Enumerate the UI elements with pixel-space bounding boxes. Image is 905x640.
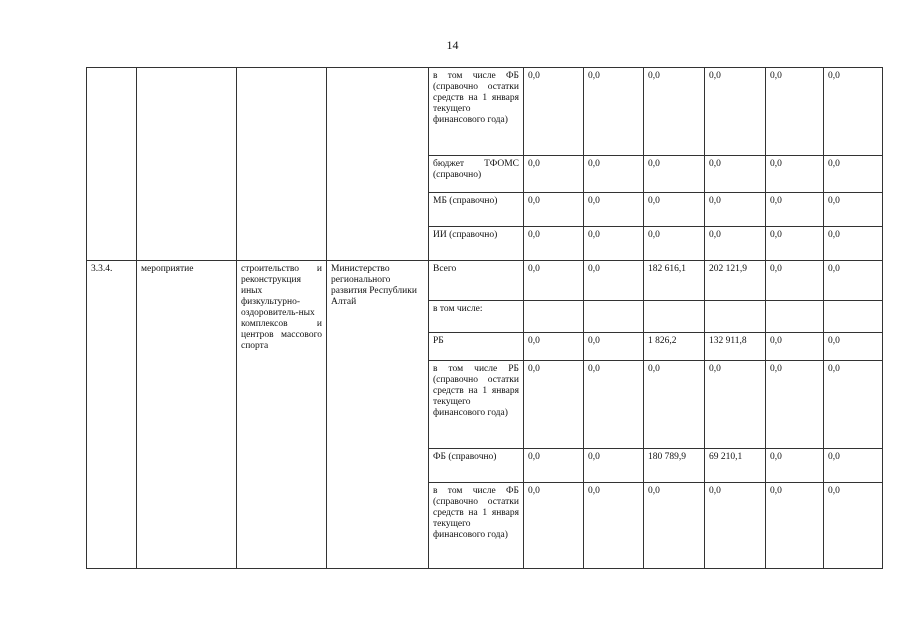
value-cell: 0,0 (705, 68, 766, 156)
value-cell: 0,0 (524, 68, 584, 156)
funding-source-cell: в том числе ФБ (справочно остатки средств на 1 января текущего финансового года) (429, 68, 524, 156)
value-cell: 0,0 (705, 193, 766, 227)
value-cell: 0,0 (705, 227, 766, 261)
value-cell: 0,0 (584, 156, 644, 193)
value-cell: 0,0 (705, 483, 766, 569)
value-cell: 0,0 (824, 333, 883, 361)
value-cell: 0,0 (766, 483, 824, 569)
value-cell: 0,0 (584, 449, 644, 483)
value-cell: 0,0 (766, 156, 824, 193)
name-cell-empty (237, 68, 327, 261)
value-cell: 0,0 (644, 361, 705, 449)
table-row (87, 261, 883, 301)
value-cell: 0,0 (766, 361, 824, 449)
value-cell (644, 301, 705, 333)
value-cell: 0,0 (644, 193, 705, 227)
program-activities-table (86, 67, 883, 569)
value-cell: 0,0 (524, 261, 584, 301)
value-cell: 182 616,1 (644, 261, 705, 301)
value-cell: 0,0 (824, 227, 883, 261)
value-cell: 0,0 (766, 68, 824, 156)
funding-source-cell: ИИ (справочно) (429, 227, 524, 261)
value-cell (824, 301, 883, 333)
page-number: 14 (446, 38, 459, 52)
value-cell: 0,0 (584, 333, 644, 361)
value-cell: 0,0 (524, 483, 584, 569)
value-cell: 0,0 (644, 68, 705, 156)
value-cell: 132 911,8 (705, 333, 766, 361)
value-cell: 1 826,2 (644, 333, 705, 361)
measure-executor: Министерство регионального развития Республики Алтай (327, 261, 429, 569)
value-cell: 0,0 (584, 227, 644, 261)
type-cell-empty (137, 68, 237, 261)
value-cell: 0,0 (766, 261, 824, 301)
number-cell-empty (87, 68, 137, 261)
value-cell: 0,0 (705, 156, 766, 193)
value-cell: 180 789,9 (644, 449, 705, 483)
funding-source-cell: в том числе: (429, 301, 524, 333)
value-cell: 0,0 (584, 261, 644, 301)
executor-cell-empty (327, 68, 429, 261)
funding-source-cell: МБ (справочно) (429, 193, 524, 227)
value-cell (705, 301, 766, 333)
value-cell: 69 210,1 (705, 449, 766, 483)
value-cell: 0,0 (824, 449, 883, 483)
value-cell: 0,0 (705, 361, 766, 449)
funding-source-cell: Всего (429, 261, 524, 301)
value-cell: 0,0 (824, 361, 883, 449)
value-cell: 0,0 (644, 156, 705, 193)
value-cell: 0,0 (584, 361, 644, 449)
measure-name: строительство и реконструкция иных физкультурно-оздоровитель-ных комплексов и центров массового спорта (237, 261, 327, 569)
funding-source-cell: ФБ (справочно) (429, 449, 524, 483)
value-cell: 0,0 (766, 333, 824, 361)
value-cell: 0,0 (824, 156, 883, 193)
value-cell: 0,0 (766, 227, 824, 261)
value-cell: 0,0 (824, 261, 883, 301)
value-cell: 0,0 (584, 483, 644, 569)
value-cell: 0,0 (584, 68, 644, 156)
funding-source-cell: РБ (429, 333, 524, 361)
value-cell: 202 121,9 (705, 261, 766, 301)
value-cell (584, 301, 644, 333)
value-cell: 0,0 (766, 449, 824, 483)
value-cell: 0,0 (824, 193, 883, 227)
value-cell: 0,0 (524, 333, 584, 361)
value-cell: 0,0 (584, 193, 644, 227)
value-cell: 0,0 (824, 483, 883, 569)
table-row (87, 68, 883, 156)
value-cell (524, 301, 584, 333)
funding-source-cell: в том числе РБ (справочно остатки средств на 1 января текущего финансового года) (429, 361, 524, 449)
value-cell (766, 301, 824, 333)
value-cell: 0,0 (644, 483, 705, 569)
funding-source-cell: бюджет ТФОМС (справочно) (429, 156, 524, 193)
value-cell: 0,0 (524, 227, 584, 261)
value-cell: 0,0 (524, 193, 584, 227)
measure-number: 3.3.4. (87, 261, 137, 569)
value-cell: 0,0 (524, 449, 584, 483)
value-cell: 0,0 (644, 227, 705, 261)
value-cell: 0,0 (824, 68, 883, 156)
value-cell: 0,0 (524, 361, 584, 449)
measure-type: мероприятие (137, 261, 237, 569)
value-cell: 0,0 (766, 193, 824, 227)
value-cell: 0,0 (524, 156, 584, 193)
funding-source-cell: в том числе ФБ (справочно остатки средств на 1 января текущего финансового года) (429, 483, 524, 569)
